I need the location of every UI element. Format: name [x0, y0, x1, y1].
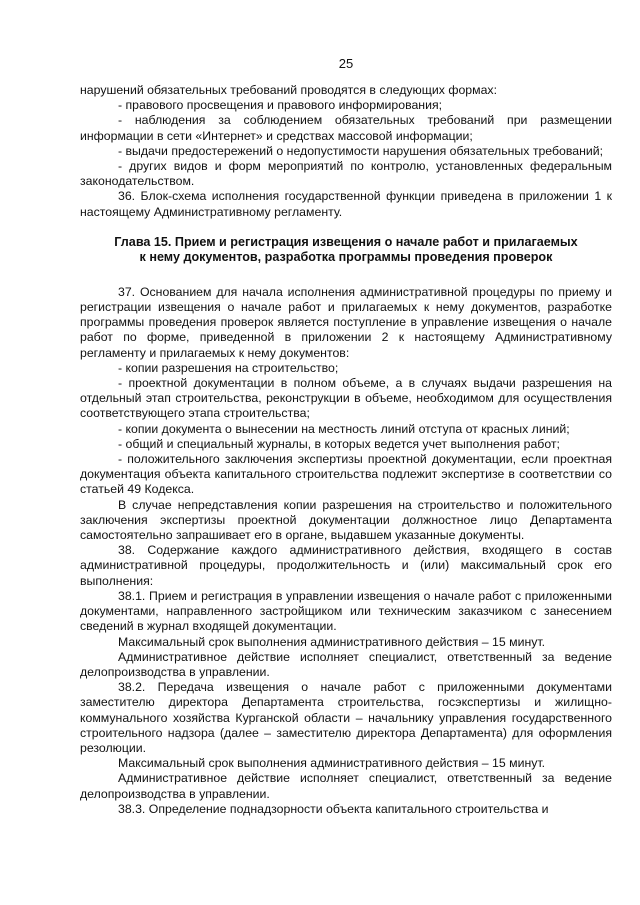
paragraph: 38.3. Определение поднадзорности объекта капитального строительства и — [118, 801, 549, 816]
paragraph: - наблюдения за соблюдением обязательных требований при размещении информации в сети «Интернет» и средствах массовой информации; — [80, 113, 612, 143]
paragraphs-after-heading — [80, 285, 612, 817]
paragraph: - других видов и форм мероприятий по контролю, установленных федеральным законодательством. — [80, 159, 612, 189]
paragraph: нарушений обязательных требований проводятся в следующих формах: — [80, 83, 497, 97]
chapter-heading-line-2: к нему документов, разработка программы проведения проверок — [139, 250, 553, 265]
paragraph: - положительного заключения экспертизы проектной документации, если проектная документация объекта капитального строительства подлежит экспертизе в соответствии со статьей 49 Кодекса. — [80, 452, 612, 497]
paragraph: Максимальный срок выполнения административного действия – 15 минут. — [118, 634, 546, 649]
document-body — [80, 83, 612, 817]
paragraph: - проектной документации в полном объеме, а в случаях выдачи разрешения на отдельный этап строительства, реконструкции в объеме, необходимом для осуществления соответствующего этапа строительства; — [80, 376, 612, 421]
paragraph: Административное действие исполняет специалист, ответственный за ведение делопроизводства в управлении. — [80, 649, 612, 679]
paragraph: - копии документа о вынесении на местность линий отступа от красных линий; — [118, 421, 570, 436]
paragraph: Максимальный срок выполнения административного действия – 15 минут. — [118, 756, 546, 771]
paragraph: - правового просвещения и правового информирования; — [118, 98, 443, 113]
chapter-heading-line-1: Глава 15. Прием и регистрация извещения о начале работ и прилагаемых — [114, 234, 578, 249]
paragraph: - копии разрешения на строительство; — [118, 360, 339, 375]
chapter-heading — [80, 235, 612, 266]
paragraph: 38.2. Передача извещения о начале работ с приложенными документами заместителю директора Департамента строительства, госэкспертизы и жилищно-коммунального хозяйства Курганской области – начальнику управления государственного строительного надзора (далее – заместителю директора Департамента) для оформления резолюции. — [80, 680, 612, 755]
paragraphs-before-heading — [80, 83, 612, 220]
paragraph: 37. Основанием для начала исполнения административной процедуры по приему и регистрации извещения о начале работ и прилагаемых к нему документов, разработке программы проведения проверок является поступление в управление извещения о начале работ по форме, приведенной в приложении 2 к настоящему Административному регламенту и прилагаемых к нему документов: — [80, 284, 612, 360]
paragraph: - выдачи предостережений о недопустимости нарушения обязательных требований; — [118, 143, 604, 158]
paragraph: 36. Блок-схема исполнения государственной функции приведена в приложении 1 к настоящему Административному регламенту. — [80, 189, 612, 219]
paragraph: 38. Содержание каждого административного действия, входящего в состав административной процедуры, продолжительность и (или) максимальный срок его выполнения: — [80, 543, 612, 588]
paragraph: Административное действие исполняет специалист, ответственный за ведение делопроизводства в управлении. — [80, 771, 612, 801]
paragraph: В случае непредставления копии разрешения на строительство и положительного заключения экспертизы проектной документации должностное лицо Департамента самостоятельно запрашивает его в органе, выдавшем указанные документы. — [80, 497, 612, 543]
paragraph: 38.1. Прием и регистрация в управлении извещения о начале работ с приложенными документами, направленного застройщиком или техническим заказчиком с занесением сведений в журнал входящей документации. — [80, 588, 612, 634]
paragraph: - общий и специальный журналы, в которых ведется учет выполнения работ; — [118, 436, 560, 451]
page-number: 25 — [338, 56, 354, 71]
